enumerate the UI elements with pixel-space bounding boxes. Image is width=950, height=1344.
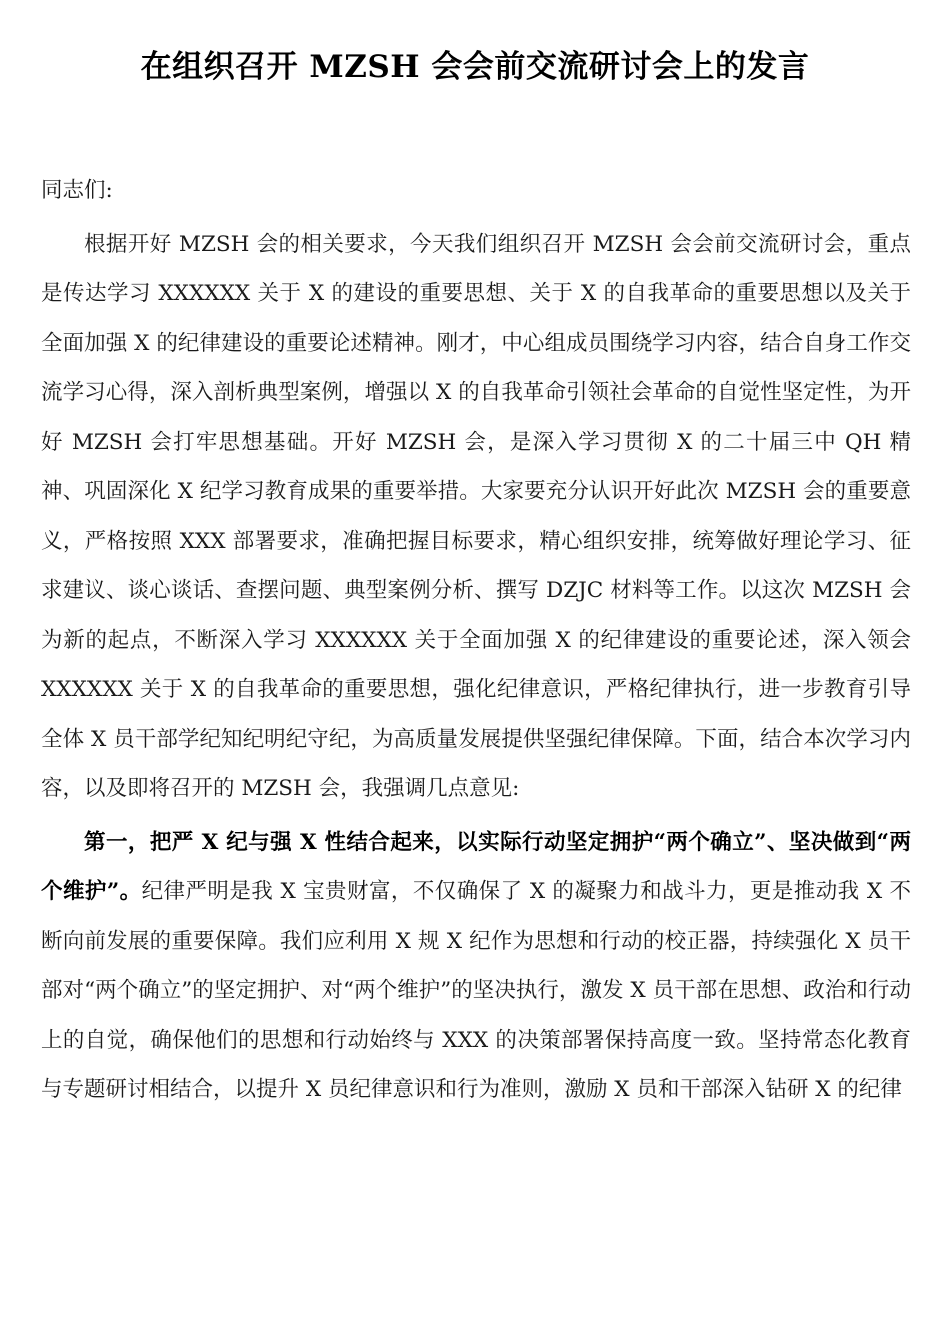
paragraph-point-one: [41, 818, 911, 1115]
paragraph-lead-heading: 第一，把严 X 纪与强 X 性结合起来，以实际行动坚定拥护“两个确立”、坚决做到“两个维护”。: [41, 829, 911, 904]
salutation: 同志们:: [41, 178, 113, 203]
document-title: 在组织召开 MZSH 会会前交流研讨会上的发言: [140, 49, 810, 85]
paragraph-text: 根据开好 MZSH 会的相关要求，今天我们组织召开 MZSH 会会前交流研讨会，重点是传达学习 XXXXXX 关于 X 的建设的重要思想、关于 X 的自我革命的重要思想以及关于全面加强 X 的纪律建设的重要论述精神。刚才，中心组成员围绕学习内容，结合自身工作交流学习心得，深入剖析典型案例，增强以 X 的自我革命引领社会革命的自觉性坚定性，为开好 MZSH 会打牢思想基础。开好 MZSH 会，是深入学习贯彻 X 的二十届三中 QH 精神、巩固深化 X 纪学习教育成果的重要举措。大家要充分认识开好此次 MZSH 会的重要意义，严格按照 XXX 部署要求，准确把握目标要求，精心组织安排，统筹做好理论学习、征求建议、谈心谈话、查摆问题、典型案例分析、撰写 DZJC 材料等工作。以这次 MZSH 会为新的起点，不断深入学习 XXXXXX 关于全面加强 X 的纪律建设的重要论述，深入领会 XXXXXX 关于 X 的自我革命的重要思想，强化纪律意识，严格纪律执行，进一步教育引导全体 X 员干部学纪知纪明纪守纪，为高质量发展提供坚强纪律保障。下面，结合本次学习内容，以及即将召开的 MZSH 会，我强调几点意见:: [41, 231, 911, 801]
paragraph-text: 纪律严明是我 X 宝贵财富，不仅确保了 X 的凝聚力和战斗力，更是推动我 X 不断向前发展的重要保障。我们应利用 X 规 X 纪作为思想和行动的校正器，持续强化 X 员干部对“两个确立”的坚定拥护、对“两个维护”的坚决执行，激发 X 员干部在思想、政治和行动上的自觉，确保他们的思想和行动始终与 XXX 的决策部署保持高度一致。坚持常态化教育与专题研讨相结合，以提升 X 员纪律意识和行为准则，激励 X 员和干部深入钻研 X 的纪律: [41, 879, 911, 1102]
document-body: [41, 166, 911, 1115]
paragraph-opening: [41, 220, 911, 814]
